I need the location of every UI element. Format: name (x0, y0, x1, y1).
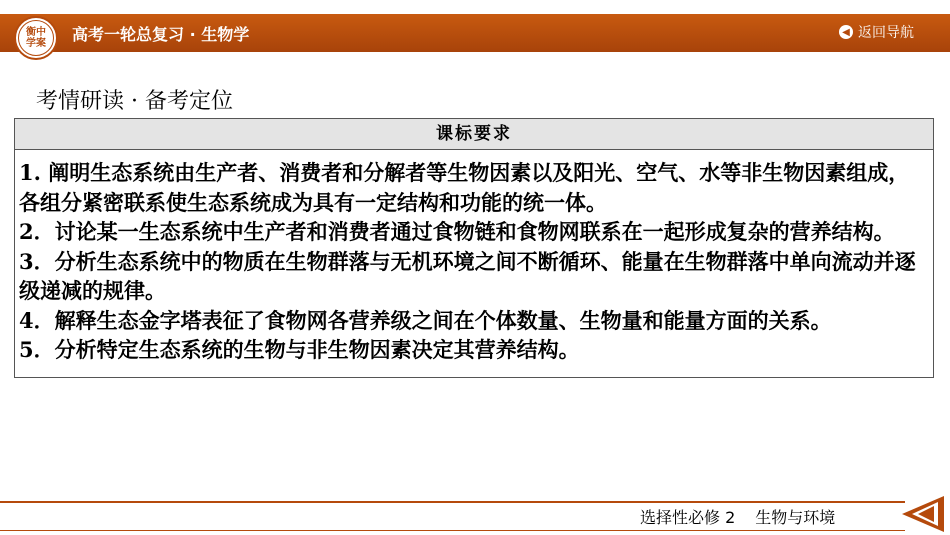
list-item: 2．讨论某一生态系统中生产者和消费者通过食物链和食物网联系在一起形成复杂的营养结构。 (19, 219, 895, 244)
logo-text-2: 学案 (26, 38, 46, 49)
footer-book: 选择性必修 2 (640, 508, 736, 527)
logo (14, 16, 58, 60)
standards-table (14, 118, 934, 378)
table-header: 课标要求 (15, 119, 933, 150)
list-item: 3．分析生态系统中的物质在生物群落与无机环境之间不断循环、能量在生物群落中单向流动并逐级递减的规律。 (19, 248, 916, 303)
back-to-nav-button[interactable] (839, 22, 914, 42)
logo-seal (18, 20, 54, 56)
list-item: 4．解释生态金字塔表征了食物网各营养级之间在个体数量、生物量和能量方面的关系。 (19, 307, 832, 333)
list-item: 5．分析特定生态系统的生物与非生物因素决定其营养结构。 (19, 337, 580, 362)
course-title: 高考一轮总复习 · 生物学 (72, 25, 250, 44)
table-body (15, 150, 933, 377)
logo-text-1: 衡中 (26, 27, 46, 38)
back-label: 返回导航 (858, 25, 914, 41)
section-title: 考情研读 · 备考定位 (36, 89, 233, 114)
footer (640, 505, 835, 528)
footer-divider (0, 501, 905, 503)
list-item: 1. 阐明生态系统由生产者、消费者和分解者等生物因素以及阳光、空气、水等非生物因素组成，各组分紧密联系使生态系统成为具有一定结构和功能的统一体。 (19, 160, 910, 215)
previous-page-icon[interactable] (898, 494, 946, 534)
arrow-left-icon: ◀ (839, 25, 853, 39)
footer-chapter: 生物与环境 (755, 508, 836, 527)
footer-divider-bottom (0, 530, 905, 531)
